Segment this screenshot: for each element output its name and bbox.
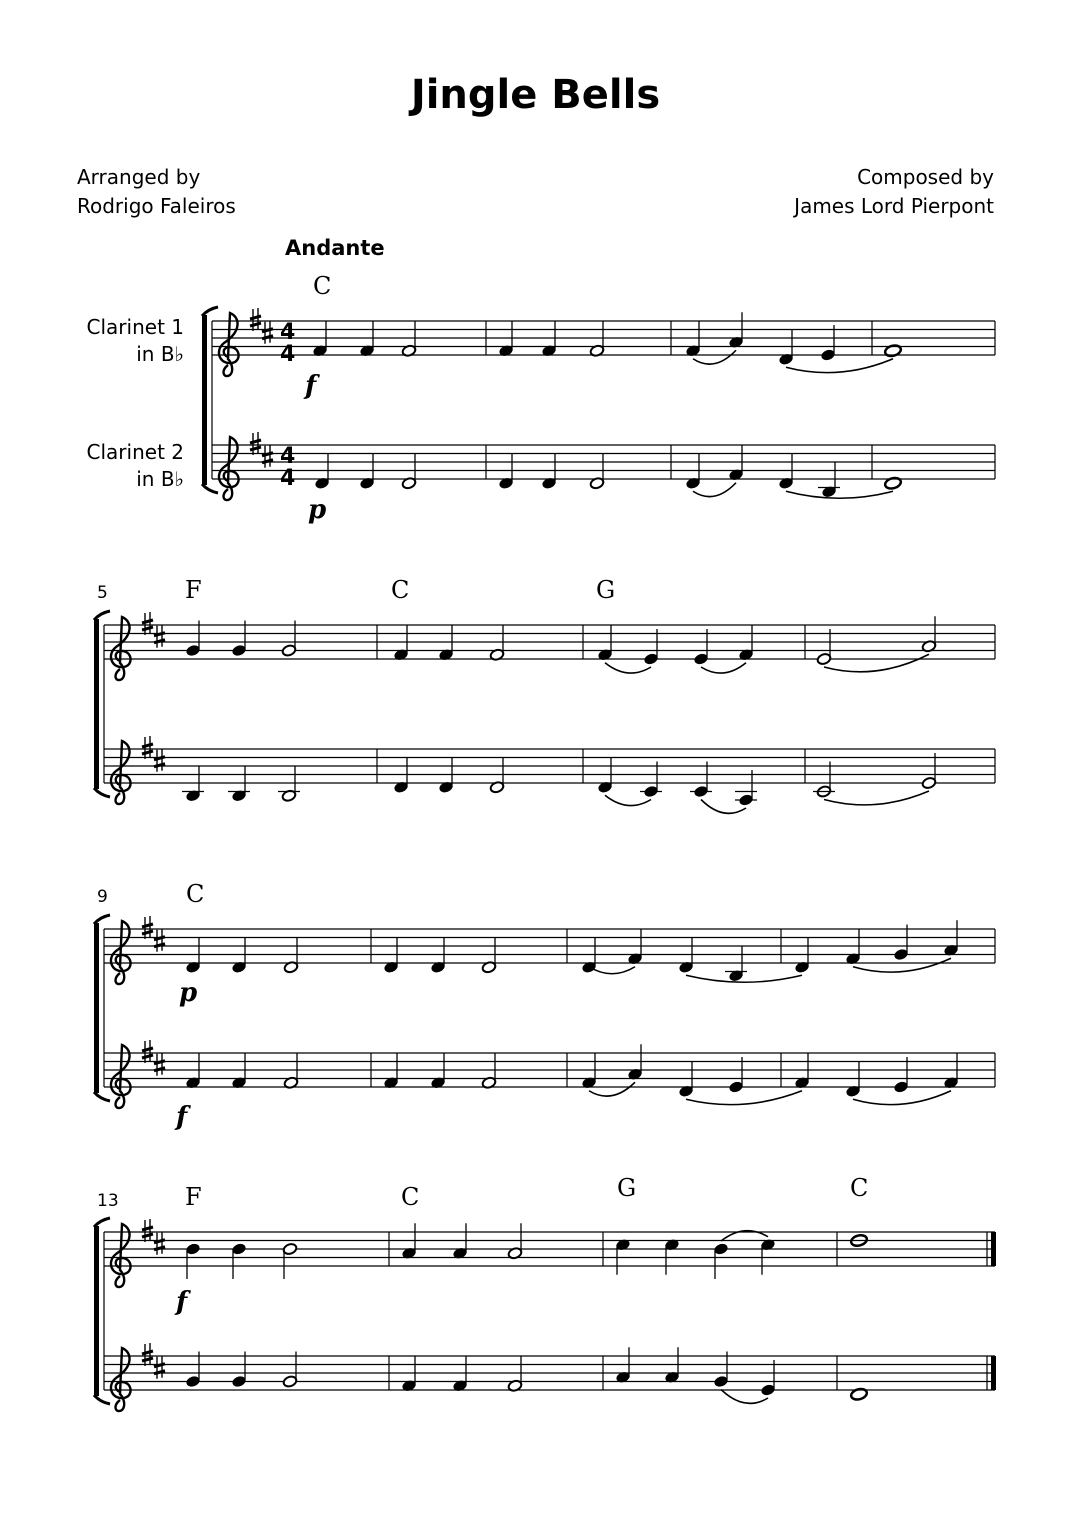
quarter-note <box>581 1053 596 1090</box>
quarter-note <box>231 1352 246 1389</box>
quarter-note <box>713 1352 728 1389</box>
sharp-icon <box>262 321 273 344</box>
half-note <box>282 1242 297 1279</box>
system-bracket <box>94 923 99 1093</box>
quarter-note <box>725 946 747 983</box>
sharp-icon <box>142 612 153 635</box>
dynamic-forte: f <box>176 1102 188 1132</box>
half-note <box>481 937 496 974</box>
composer-name: James Lord Pierpont <box>794 194 994 218</box>
slur <box>605 663 651 673</box>
quarter-note <box>185 1242 200 1279</box>
bracket-hook <box>94 915 110 924</box>
sharp-icon <box>142 1343 153 1366</box>
sharp-stroke <box>142 1234 153 1237</box>
quarter-note <box>943 1053 958 1090</box>
quarter-note <box>690 762 712 799</box>
treble-clef-icon <box>111 921 131 984</box>
quarter-note <box>359 321 374 358</box>
slur <box>605 795 651 805</box>
instrument-transposition: in B♭ <box>136 342 184 366</box>
half-note <box>816 629 831 666</box>
sharp-icon <box>250 432 261 455</box>
quarter-note <box>845 929 860 966</box>
quarter-note <box>185 621 200 658</box>
composer-label: Composed by <box>857 165 994 189</box>
treble-clef-icon <box>111 741 131 804</box>
slur <box>853 1091 951 1105</box>
instrument-name: Clarinet 1 <box>86 315 184 339</box>
chord-symbol: C <box>186 880 205 908</box>
measure-number: 5 <box>97 583 108 603</box>
time-signature-denominator: 4 <box>280 466 296 491</box>
bracket-hook <box>94 1092 110 1101</box>
quarter-note <box>943 920 958 957</box>
tempo-marking: Andante <box>285 236 385 260</box>
quarter-note <box>738 625 753 662</box>
sharp-icon <box>262 445 273 468</box>
notes-layer <box>182 312 959 1403</box>
sharp-stroke <box>142 1048 153 1051</box>
quarter-note <box>182 766 204 803</box>
quarter-note <box>312 321 327 358</box>
quarter-note <box>452 1356 467 1393</box>
sharp-stroke <box>142 931 153 934</box>
half-note <box>481 1053 496 1090</box>
bracket-hook <box>202 307 218 316</box>
quarter-note <box>693 629 708 666</box>
quarter-note <box>678 937 693 974</box>
chord-symbol: C <box>391 576 410 604</box>
treble-clef-icon <box>111 1224 131 1287</box>
slur <box>824 654 929 672</box>
dynamic-piano: p <box>179 978 198 1008</box>
quarter-note <box>627 1044 642 1081</box>
half-note <box>589 321 604 358</box>
quarter-note <box>185 1053 200 1090</box>
slur <box>721 1390 768 1404</box>
slur <box>853 958 951 972</box>
time-signature-numerator: 4 <box>280 320 296 345</box>
quarter-note <box>401 1356 416 1393</box>
sharp-stroke <box>142 744 153 747</box>
chord-symbol: C <box>401 1183 420 1211</box>
final-barline-thick <box>991 1356 996 1390</box>
sharp-stroke <box>250 447 261 450</box>
quarter-note <box>664 1238 679 1275</box>
slur <box>701 663 746 673</box>
chord-symbol: C <box>313 272 332 300</box>
chord-symbol: F <box>185 576 202 604</box>
treble-clef-icon <box>111 617 131 680</box>
treble-clef-icon <box>111 1045 131 1108</box>
quarter-note <box>778 453 793 490</box>
half-note <box>278 766 300 803</box>
sharp-stroke <box>250 440 261 443</box>
quarter-note <box>627 929 642 966</box>
quarter-note <box>438 757 453 794</box>
quarter-note <box>228 766 250 803</box>
half-note <box>507 1356 522 1393</box>
slur <box>701 800 746 814</box>
slur <box>686 975 802 982</box>
quarter-note <box>581 937 596 974</box>
sharp-icon <box>154 929 165 952</box>
score-text-layer <box>97 272 868 1317</box>
sharp-icon <box>142 1219 153 1242</box>
sharp-icon <box>142 736 153 759</box>
bracket-hook <box>94 1395 110 1404</box>
quarter-note <box>430 937 445 974</box>
quarter-note <box>597 625 612 662</box>
sharp-icon <box>142 916 153 939</box>
quarter-note <box>685 453 700 490</box>
slur <box>686 1091 802 1105</box>
half-note <box>281 621 296 658</box>
sharp-stroke <box>250 323 261 326</box>
score-title: Jingle Bells <box>410 72 661 118</box>
quarter-note <box>728 312 743 349</box>
sharp-stroke <box>142 751 153 754</box>
measure-number: 9 <box>97 887 108 907</box>
quarter-note <box>778 329 793 366</box>
sharp-icon <box>250 308 261 331</box>
half-note <box>282 1352 297 1389</box>
final-barline-thick <box>991 1232 996 1266</box>
quarter-note <box>818 462 840 499</box>
quarter-note <box>893 1057 908 1094</box>
quarter-note <box>615 1347 630 1384</box>
quarter-note <box>685 321 700 358</box>
treble-clef-icon <box>111 1348 131 1411</box>
sharp-stroke <box>142 1227 153 1230</box>
quarter-note <box>728 1057 743 1094</box>
slur <box>693 350 736 364</box>
quarter-note <box>393 757 408 794</box>
slur <box>786 491 893 498</box>
instrument-transposition: in B♭ <box>136 467 184 491</box>
quarter-note <box>314 453 329 490</box>
half-note <box>401 321 416 358</box>
sharp-stroke <box>142 924 153 927</box>
dynamic-forte: f <box>176 1287 188 1317</box>
arranger-name: Rodrigo Faleiros <box>77 194 236 218</box>
system-bracket <box>202 315 207 485</box>
quarter-note <box>185 937 200 974</box>
sharp-stroke <box>142 627 153 630</box>
quarter-note <box>541 453 556 490</box>
quarter-note <box>640 762 662 799</box>
bracket-hook <box>94 788 110 797</box>
half-note <box>401 453 416 490</box>
treble-clef-icon <box>219 437 239 500</box>
sharp-stroke <box>142 1351 153 1354</box>
quarter-note <box>231 1242 246 1279</box>
system-bracket <box>94 1226 99 1396</box>
slur <box>824 791 929 805</box>
slur <box>589 1082 635 1096</box>
slur <box>693 483 736 497</box>
sharp-stroke <box>142 620 153 623</box>
quarter-note <box>893 925 908 962</box>
sharp-icon <box>142 1040 153 1063</box>
quarter-note <box>452 1223 467 1260</box>
chord-symbol: G <box>617 1174 637 1202</box>
quarter-note <box>498 321 513 358</box>
half-note <box>489 757 504 794</box>
sharp-stroke <box>142 1055 153 1058</box>
quarter-note <box>185 1352 200 1389</box>
quarter-note <box>438 625 453 662</box>
sharp-icon <box>154 625 165 648</box>
quarter-note <box>615 1238 630 1275</box>
quarter-note <box>678 1061 693 1098</box>
quarter-note <box>728 445 743 482</box>
chord-symbol: G <box>596 576 616 604</box>
quarter-note <box>735 770 757 807</box>
bracket-hook <box>94 1218 110 1227</box>
quarter-note <box>713 1242 728 1279</box>
dynamic-forte: f <box>305 371 317 401</box>
quarter-note <box>383 937 398 974</box>
half-note <box>921 753 936 790</box>
time-signature-numerator: 4 <box>280 444 296 469</box>
measure-number: 13 <box>97 1191 119 1211</box>
half-note <box>507 1223 522 1260</box>
sharp-icon <box>154 1356 165 1379</box>
system-bracket <box>94 619 99 789</box>
quarter-note <box>231 1053 246 1090</box>
treble-clef-icon <box>219 313 239 376</box>
sharp-icon <box>154 1232 165 1255</box>
instrument-name: Clarinet 2 <box>86 440 184 464</box>
sharp-stroke <box>250 316 261 319</box>
half-note <box>589 453 604 490</box>
slur <box>589 967 635 974</box>
half-note <box>283 1053 298 1090</box>
quarter-note <box>794 937 809 974</box>
quarter-note <box>597 757 612 794</box>
quarter-note <box>231 621 246 658</box>
bracket-hook <box>94 611 110 620</box>
quarter-note <box>794 1053 809 1090</box>
quarter-note <box>760 1238 775 1275</box>
quarter-note <box>430 1053 445 1090</box>
sharp-icon <box>154 1053 165 1076</box>
quarter-note <box>401 1223 416 1260</box>
dynamic-piano: p <box>308 495 327 525</box>
quarter-note <box>760 1360 775 1397</box>
quarter-note <box>383 1053 398 1090</box>
quarter-note <box>820 325 835 362</box>
quarter-note <box>498 453 513 490</box>
quarter-note <box>643 629 658 666</box>
chord-symbol: C <box>850 1174 869 1202</box>
quarter-note <box>664 1347 679 1384</box>
quarter-note <box>231 937 246 974</box>
quarter-note <box>541 321 556 358</box>
slur <box>786 359 893 373</box>
quarter-note <box>393 625 408 662</box>
time-signature-denominator: 4 <box>280 342 296 367</box>
half-note <box>489 625 504 662</box>
half-note <box>921 616 936 653</box>
bracket-hook <box>202 484 218 493</box>
sharp-stroke <box>142 1358 153 1361</box>
half-note <box>813 762 835 799</box>
sharp-icon <box>154 749 165 772</box>
quarter-note <box>845 1061 860 1098</box>
quarter-note <box>359 453 374 490</box>
half-note <box>283 937 298 974</box>
arranger-label: Arranged by <box>77 165 201 189</box>
chord-symbol: F <box>185 1183 202 1211</box>
